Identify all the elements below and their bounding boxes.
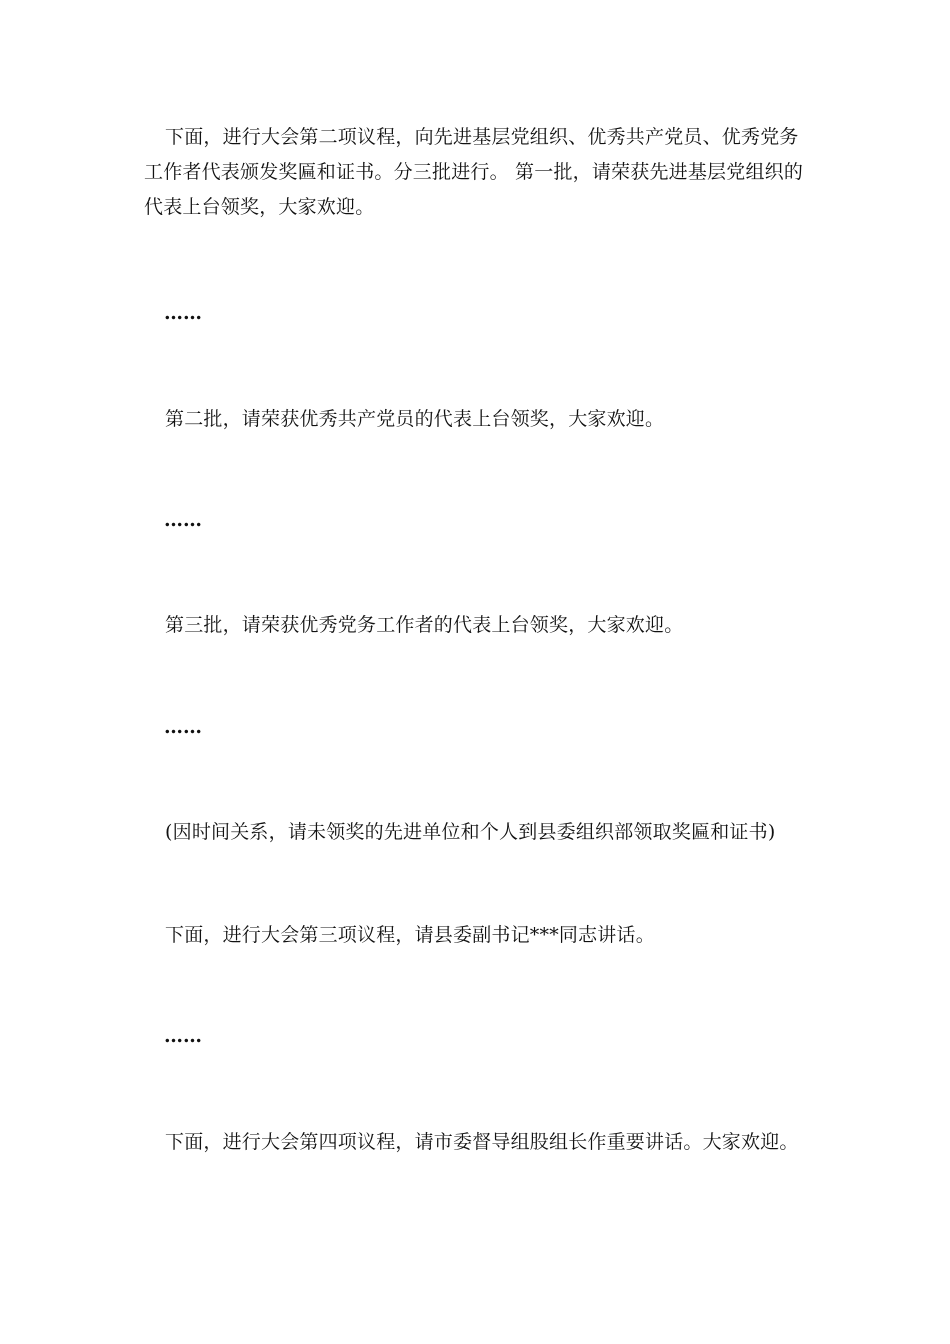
ellipsis-1: …… xyxy=(164,302,202,324)
paragraph-second-batch: 第二批，请荣获优秀共产党员的代表上台领奖，大家欢迎。 xyxy=(165,408,665,430)
paragraph-third-batch: 第三批，请荣获优秀党务工作者的代表上台领奖，大家欢迎。 xyxy=(165,614,684,636)
paragraph-third-agenda: 下面，进行大会第三项议程，请县委副书记***同志讲话。 xyxy=(165,924,655,946)
paragraph-fourth-agenda: 下面，进行大会第四项议程，请市委督导组股组长作重要讲话。大家欢迎。 xyxy=(165,1131,799,1153)
paragraph-note: (因时间关系，请未领奖的先进单位和个人到县委组织部领取奖匾和证书) xyxy=(165,821,776,843)
ellipsis-4: …… xyxy=(164,1025,202,1047)
ellipsis-3: …… xyxy=(164,716,202,738)
ellipsis-2: …… xyxy=(164,509,202,531)
paragraph-second-agenda: 下面，进行大会第二项议程，向先进基层党组织、优秀共产党员、优秀党务工作者代表颁发奖匾和证书。分三批进行。 第一批，请荣获先进基层党组织的代表上台领奖，大家欢迎。 xyxy=(144,126,804,218)
